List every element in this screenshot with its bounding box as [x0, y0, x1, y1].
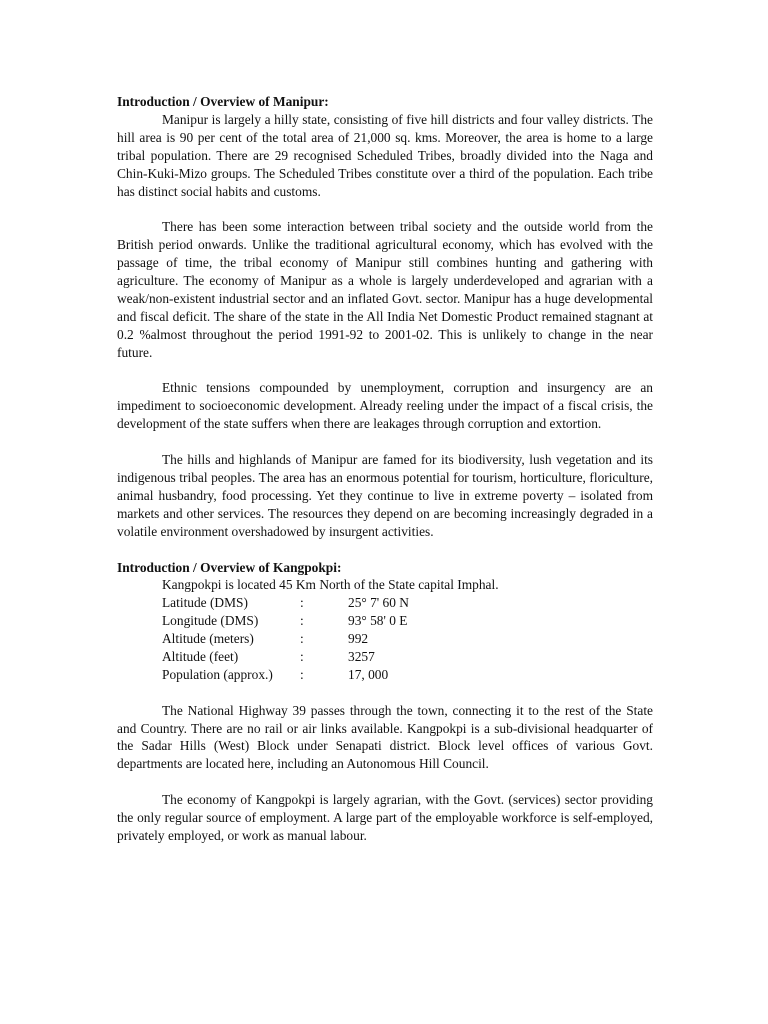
kangpokpi-location-line: Kangpokpi is located 45 Km North of the State capital Imphal.: [162, 577, 499, 593]
fact-row-longitude: [162, 612, 653, 630]
paragraph-manipur-overview: Manipur is largely a hilly state, consisting of five hill districts and four valley districts. The hill area is 90 per cent of the total area of 21,000 sq. kms. Moreover, the area is home to a large tribal population. There are 29 recognised Scheduled Tribes, broadly divided into the Naga and Chin-Kuki-Mizo groups. The Scheduled Tribes constitute over a third of the population. Each tribe has distinct social habits and customs.: [117, 111, 653, 199]
fact-row-latitude: [162, 594, 653, 612]
fact-separator: :: [300, 631, 304, 647]
fact-value: 17, 000: [348, 666, 389, 682]
fact-label: Altitude (feet): [162, 648, 239, 664]
fact-value: 992: [348, 631, 369, 647]
paragraph-kangpokpi-highway: The National Highway 39 passes through the town, connecting it to the rest of the State and Country. There are no rail or air links available. Kangpokpi is a sub-divisional headquarter of the Sadar Hills (West) Block under Senapati district. Block level offices of various Govt. departments are located here, including an Autonomous Hill Council.: [117, 702, 653, 772]
fact-value: 93° 58' 0 E: [348, 613, 408, 629]
fact-label: Latitude (DMS): [162, 595, 248, 611]
fact-separator: :: [300, 666, 304, 682]
kangpokpi-facts-table: [117, 594, 653, 683]
fact-separator: :: [300, 648, 304, 664]
fact-value: 3257: [348, 648, 375, 664]
paragraph-kangpokpi-economy: The economy of Kangpokpi is largely agrarian, with the Govt. (services) sector providing the only regular source of employment. A large part of the employable workforce is self-employed, privately employed, or work as manual labour.: [117, 792, 653, 843]
document-page: [117, 93, 653, 863]
paragraph-manipur-tensions: Ethnic tensions compounded by unemployment, corruption and insurgency are an impediment to socioeconomic development. Already reeling under the impact of a fiscal crisis, the development of the state suffers when there are leakages through corruption and extortion.: [117, 380, 653, 432]
fact-label: Longitude (DMS): [162, 613, 259, 629]
paragraph-manipur-biodiversity: The hills and highlands of Manipur are famed for its biodiversity, lush vegetation and its indigenous tribal peoples. The area has an enormous potential for tourism, horticulture, floriculture, animal husbandry, food processing. Yet they continue to live in extreme poverty – isolated from markets and other services. The resources they depend on are becoming increasingly degraded in a volatile environment overshadowed by insurgent activities.: [117, 452, 653, 539]
section-heading-manipur: Introduction / Overview of Manipur:: [117, 94, 329, 109]
fact-row-altitude-feet: [162, 648, 653, 666]
fact-label: Altitude (meters): [162, 631, 254, 647]
fact-row-population: [162, 666, 653, 684]
fact-value: 25° 7' 60 N: [348, 595, 409, 611]
paragraph-manipur-economy: There has been some interaction between tribal society and the outside world from the British period onwards. Unlike the traditional agricultural economy, which has evolved with the passage of time, the tribal economy of Manipur still combines hunting and gathering with agriculture. The economy of Manipur as a whole is largely underdeveloped and agrarian with a weak/non-existent industrial sector and an inflated Govt. sector. Manipur has a huge developmental and fiscal deficit. The share of the state in the All India Net Domestic Product remained stagnant at 0.2 %almost throughout the period 1991-92 to 2001-02. This is unlikely to change in the near future.: [117, 219, 653, 360]
fact-label: Population (approx.): [162, 666, 273, 682]
section-heading-kangpokpi: Introduction / Overview of Kangpokpi:: [117, 559, 342, 575]
fact-row-altitude-meters: [162, 630, 653, 648]
fact-separator: :: [300, 595, 304, 611]
fact-separator: :: [300, 613, 304, 629]
